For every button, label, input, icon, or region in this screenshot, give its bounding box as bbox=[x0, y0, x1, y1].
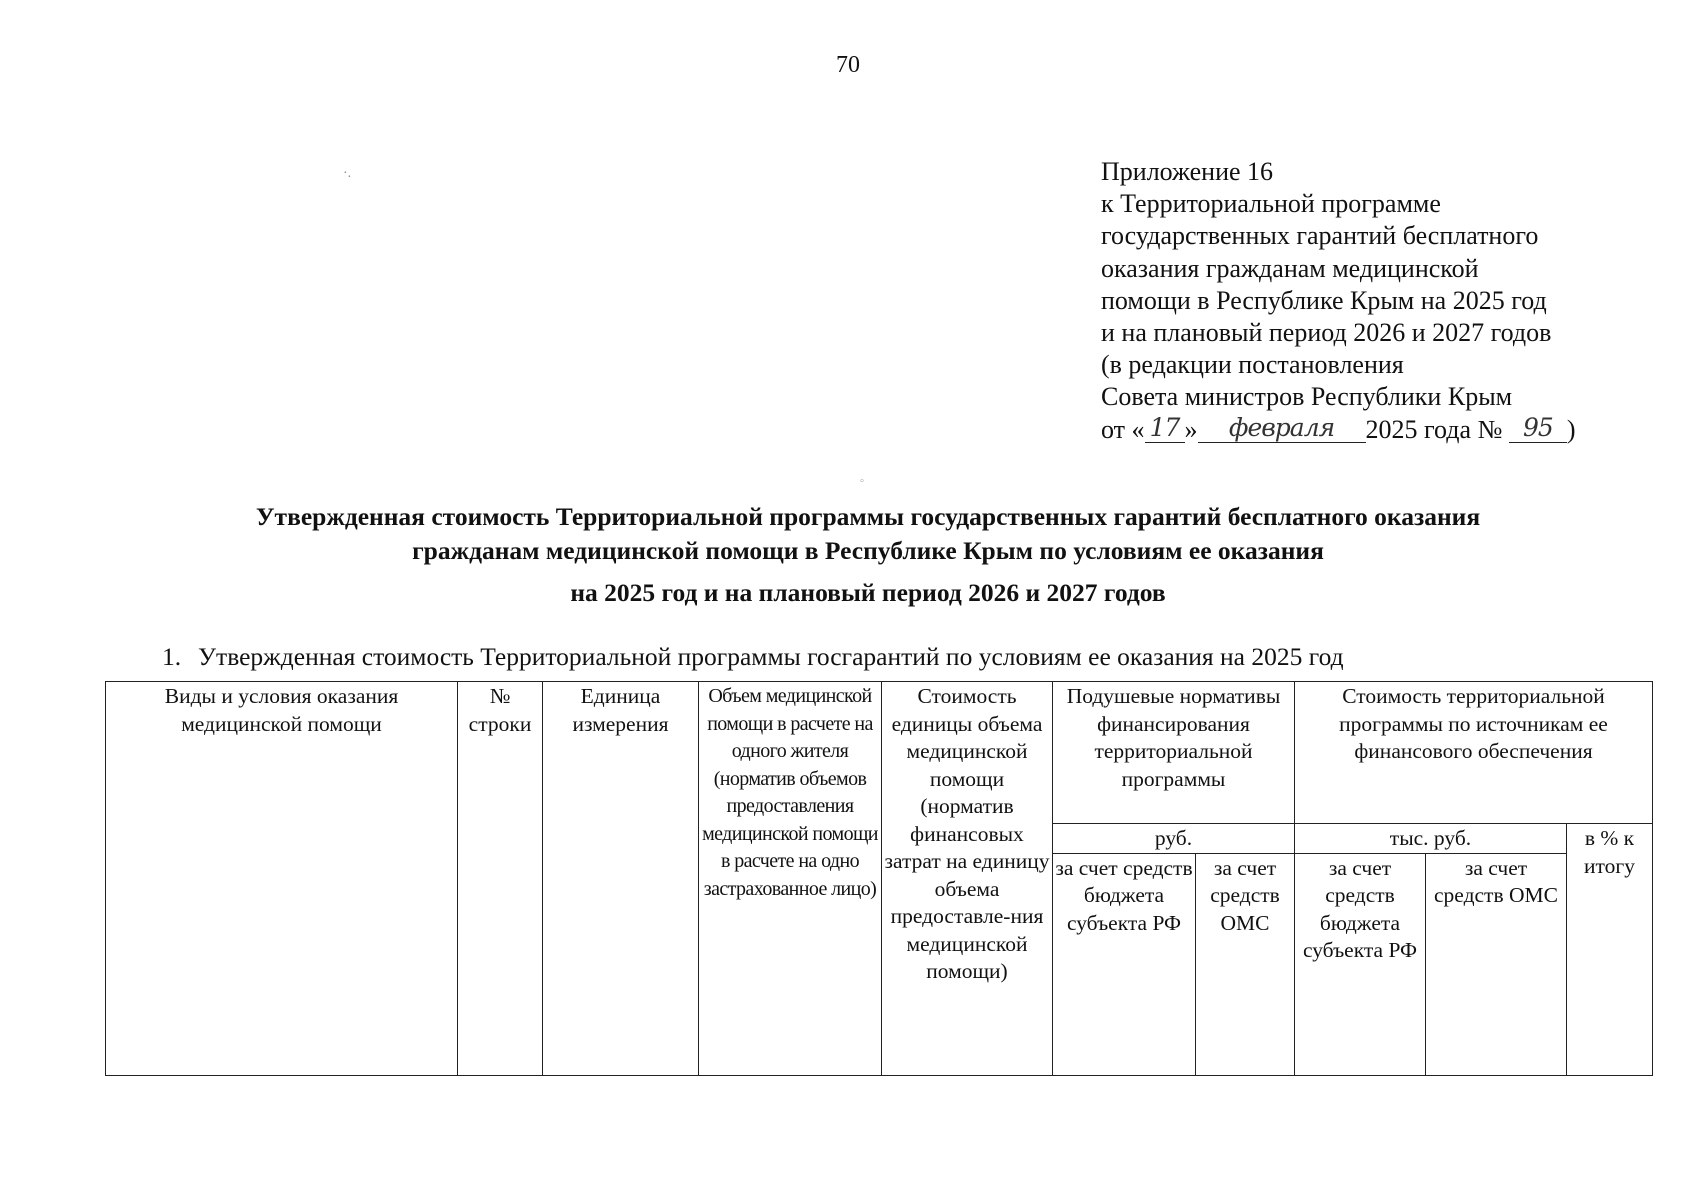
section-heading bbox=[162, 642, 1344, 672]
appendix-line: государственных гарантий бесплатного bbox=[1101, 221, 1539, 251]
appendix-line: Совета министров Республики Крым bbox=[1101, 382, 1513, 412]
header-oms-rub: за счет средств ОМС bbox=[1196, 853, 1295, 1075]
handwritten-day: 17 bbox=[1149, 412, 1180, 442]
date-prefix: от « bbox=[1101, 414, 1145, 444]
document-title bbox=[0, 500, 1696, 568]
appendix-line: Приложение 16 bbox=[1101, 157, 1274, 186]
scan-speck: ·. bbox=[343, 166, 352, 181]
header-rub: руб. bbox=[1053, 824, 1295, 854]
header-unit-cost: Стоимость единицы объема медицинской помощи (норматив финансовых затрат на единицу объема предоставле-ния медицинской помощи) bbox=[882, 682, 1053, 1076]
section-number: 1. bbox=[162, 642, 182, 671]
number-field bbox=[1509, 414, 1567, 443]
resolution-date-line bbox=[1101, 414, 1576, 446]
section-title: Утвержденная стоимость Территориальной программы госгарантий по условиям ее оказания на 2025 год bbox=[198, 642, 1344, 671]
appendix-line: оказания гражданам медицинской bbox=[1101, 253, 1479, 283]
header-budget-rub: за счет средств бюджета субъекта РФ bbox=[1053, 853, 1196, 1075]
date-year-text: 2025 года № bbox=[1365, 414, 1503, 444]
header-volume: Объем медицинской помощи в расчете на одного жителя (норматив объемов предоставления медицинской помощи в расчете на одно застрахованное лицо) bbox=[699, 682, 882, 1076]
page-number: 70 bbox=[836, 52, 860, 78]
appendix-line: помощи в Республике Крым на 2025 год bbox=[1101, 285, 1547, 315]
header-program-cost: Стоимость территориальной программы по источникам ее финансового обеспечения bbox=[1295, 682, 1653, 824]
handwritten-month: февраля bbox=[1228, 412, 1335, 442]
header-oms-thous: за счет средств ОМС bbox=[1426, 853, 1567, 1075]
month-field bbox=[1198, 414, 1366, 443]
title-line: гражданам медицинской помощи в Республике Крым по условиям ее оказания bbox=[412, 536, 1324, 565]
header-row-number: № строки bbox=[458, 682, 543, 1076]
scan-speck-2: ° bbox=[860, 478, 864, 489]
appendix-block bbox=[1101, 156, 1576, 446]
header-thous-rub: тыс. руб. bbox=[1295, 824, 1567, 854]
appendix-line: и на плановый период 2026 и 2027 годов bbox=[1101, 318, 1552, 348]
header-unit: Единица измерения bbox=[543, 682, 699, 1076]
document-subtitle: на 2025 год и на плановый период 2026 и 2027 годов bbox=[570, 578, 1166, 607]
cost-table bbox=[105, 681, 1653, 1076]
title-line: Утвержденная стоимость Территориальной программы государственных гарантий бесплатного оказания bbox=[255, 502, 1481, 531]
handwritten-number: 95 bbox=[1522, 412, 1553, 442]
date-quote-close: » bbox=[1184, 414, 1198, 444]
day-field bbox=[1145, 414, 1185, 443]
appendix-line: к Территориальной программе bbox=[1101, 189, 1441, 219]
header-per-capita: Подушевые нормативы финансирования территориальной программы bbox=[1053, 682, 1295, 824]
appendix-line: (в редакции постановления bbox=[1101, 350, 1404, 380]
header-types-of-care: Виды и условия оказания медицинской помощи bbox=[106, 682, 458, 1076]
header-budget-thous: за счет средств бюджета субъекта РФ bbox=[1295, 853, 1426, 1075]
date-suffix: ) bbox=[1566, 414, 1576, 444]
header-percent: в % к итогу bbox=[1567, 824, 1653, 1076]
